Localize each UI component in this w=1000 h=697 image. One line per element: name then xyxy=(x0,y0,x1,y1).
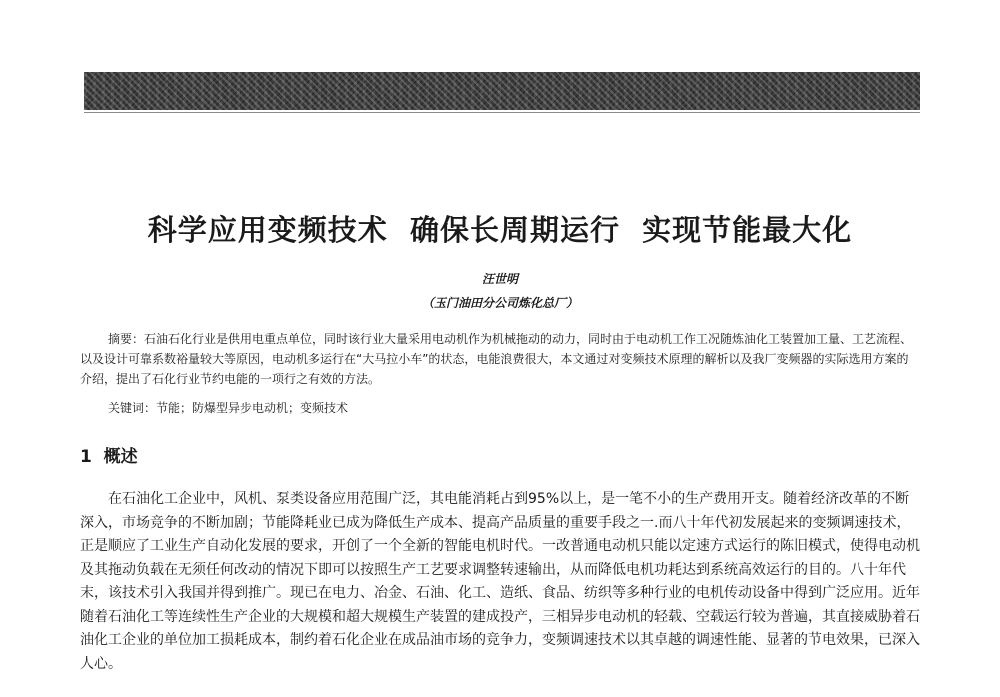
keywords-line: 关键词：节能；防爆型异步电动机；变频技术 xyxy=(108,401,349,415)
paper-title: 科学应用变频技术 确保长周期运行 实现节能最大化 xyxy=(147,213,853,247)
header-band xyxy=(84,72,920,110)
author-name: 汪世明 xyxy=(481,272,518,286)
author-affiliation: （玉门油田分公司炼化总厂） xyxy=(421,296,578,310)
header-rule xyxy=(84,112,920,113)
body-paragraph: 在石油化工企业中，风机、泵类设备应用范围广泛，其电能消耗占到95%以上，是一笔不小的生产费用开支。随着经济改革的不断深入，市场竞争的不断加剧；节能降耗业已成为降低生产成本、提高产品质量的重要手段之一.而八十年代初发展起来的变频调速技术，正是顺应了工业生产自动化发展的要求，开创了一个全新的智能电机时代。一改普通电动机只能以定速方式运行的陈旧模式，使得电动机及其拖动负载在无须任何改动的情况下即可以按照生产工艺要求调整转速输出，从而降低电机功耗达到系统高效运行的目的。八十年代末，该技术引入我国并得到推广。现已在电力、冶金、石油、化工、造纸、食品、纺织等多种行业的电机传动设备中得到广泛应用。近年随着石油化工等连续性生产企业的大规模和超大规模生产装置的建成投产，三相异步电动机的轻载、空载运行较为普遍，其直接威胁着石油化工企业的单位加工损耗成本，制约着石化企业在成品油市场的竞争力，变频调速技术以其卓越的调速性能、显著的节电效果，已深入人心。 xyxy=(80,491,920,672)
section-heading: 1 概述 xyxy=(80,447,138,467)
abstract-paragraph: 摘要：石油石化行业是供用电重点单位，同时该行业大量采用电动机作为机械拖动的动力，同时由于电动机工作工况随炼油化工装置加工量、工艺流程、以及设计可靠系数裕量较大等原因，电动机多运行在“大马拉小车”的状态，电能浪费很大，本文通过对变频技术原理的解析以及我厂变频器的实际选用方案的介绍，提出了石化行业节约电能的一项行之有效的方法。 xyxy=(80,332,913,386)
